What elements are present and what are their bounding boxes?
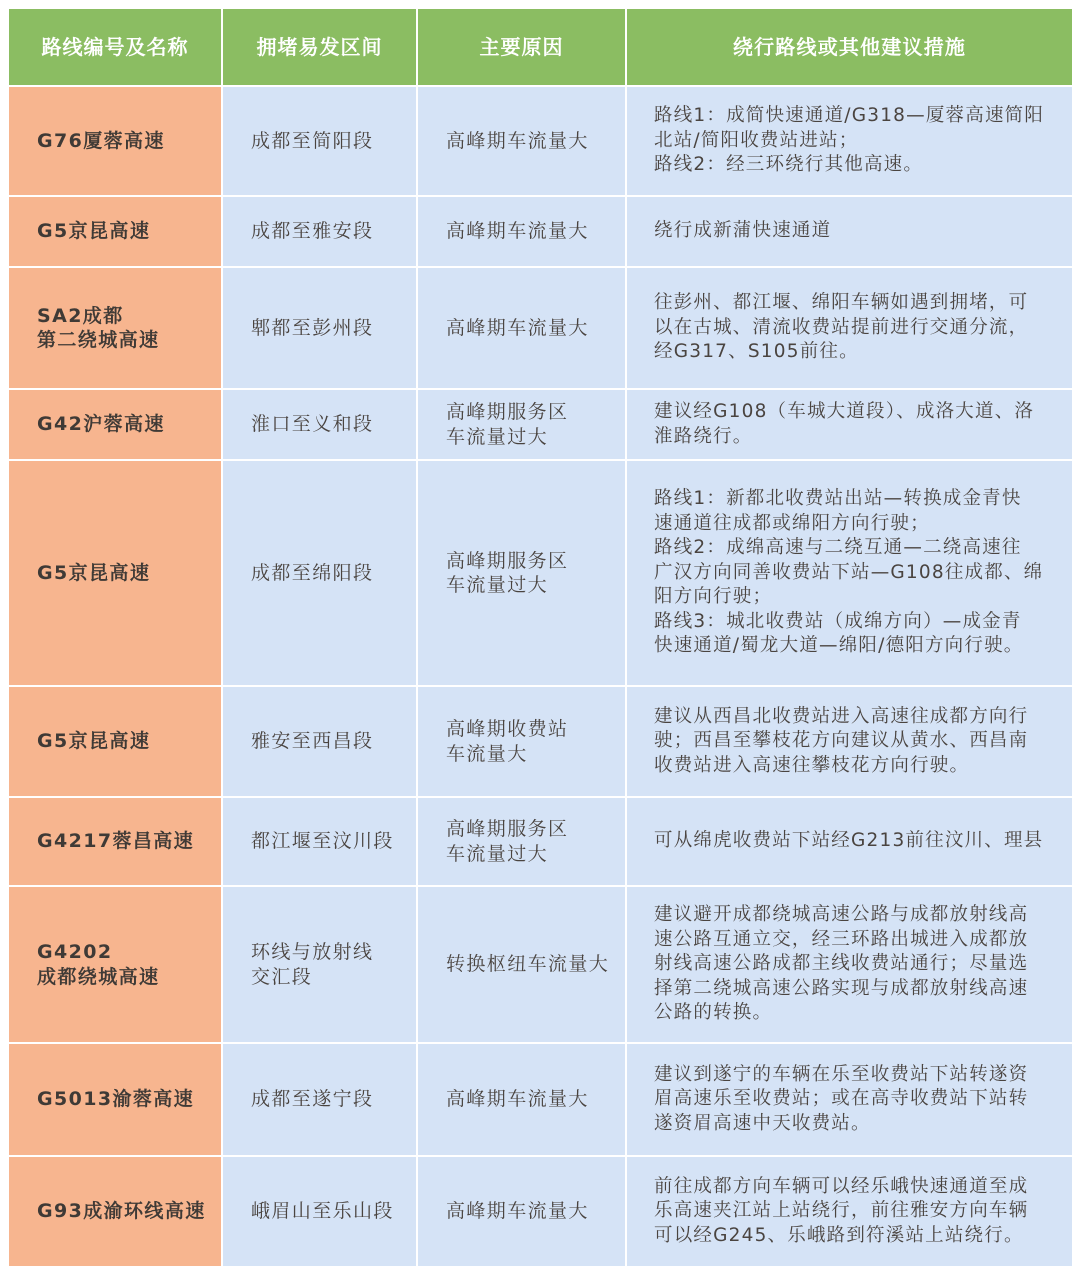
route-name-cell (9, 390, 221, 459)
main-reason-cell (418, 1044, 625, 1155)
main-reason: 高峰期车流量大 (446, 1200, 589, 1223)
header-route: 路线编号及名称 (9, 9, 221, 85)
route-name: G42沪蓉高速 (37, 413, 165, 436)
main-reason-cell (418, 197, 625, 266)
table-row (8, 390, 1072, 459)
congestion-section: 峨眉山至乐山段 (251, 1200, 394, 1223)
route-name-cell (9, 887, 221, 1042)
table-row (8, 197, 1072, 266)
table-row (8, 1157, 1072, 1266)
congestion-section: 环线与放射线 交汇段 (251, 941, 374, 988)
congestion-section: 郫都至彭州段 (251, 316, 374, 339)
congestion-section-cell (223, 197, 416, 266)
congestion-section-cell (223, 887, 416, 1042)
main-reason-cell (418, 1157, 625, 1266)
table-row (8, 461, 1072, 685)
route-name: G5京昆高速 (37, 730, 151, 753)
main-reason-cell (418, 687, 625, 796)
detour-suggestion-cell (627, 390, 1072, 459)
main-reason: 高峰期服务区 车流量过大 (446, 549, 569, 596)
route-name: G4217蓉昌高速 (37, 830, 195, 853)
main-reason: 高峰期车流量大 (446, 129, 589, 152)
detour-suggestion: 建议经G108（车城大道段）、成洛大道、洛 淮路绕行。 (654, 401, 1035, 447)
main-reason-cell (418, 461, 625, 685)
detour-suggestion-cell (627, 268, 1072, 388)
main-reason-cell (418, 87, 625, 195)
header-suggestion: 绕行路线或其他建议措施 (627, 9, 1072, 85)
route-name: G4202 成都绕城高速 (37, 941, 160, 988)
route-name-cell (9, 197, 221, 266)
table-row (8, 268, 1072, 388)
main-reason: 高峰期车流量大 (446, 220, 589, 243)
main-reason: 高峰期车流量大 (446, 1088, 589, 1111)
detour-suggestion-cell (627, 461, 1072, 685)
congestion-section-cell (223, 390, 416, 459)
route-name-cell (9, 687, 221, 796)
main-reason-cell (418, 268, 625, 388)
header-section: 拥堵易发区间 (223, 9, 416, 85)
detour-suggestion-cell (627, 87, 1072, 195)
route-name-cell (9, 1157, 221, 1266)
detour-suggestion: 建议到遂宁的车辆在乐至收费站下站转遂资 眉高速乐至收费站；或在高寺收费站下站转 遂资眉高速中天收费站。 (654, 1063, 1029, 1134)
detour-suggestion: 可从绵虎收费站下站经G213前往汶川、理县 (654, 830, 1044, 852)
route-name: SA2成都 第二绕城高速 (37, 304, 160, 351)
detour-suggestion: 路线1：新都北收费站出站—转换成金青快 速通道往成都或绵阳方向行驶； 路线2：成绵高速与二绕互通—二绕高速往 广汉方向同善收费站下站—G108往成都、绵 阳方向行驶； 路线3：城北收费站（成绵方向）—成金青 快速通道/蜀龙大道—绵阳/德阳方向行驶。 (654, 488, 1044, 657)
main-reason: 高峰期车流量大 (446, 316, 589, 339)
congestion-section: 成都至雅安段 (251, 220, 374, 243)
route-name: G93成渝环线高速 (37, 1200, 206, 1223)
detour-suggestion-cell (627, 1157, 1072, 1266)
congestion-section-cell (223, 1157, 416, 1266)
detour-suggestion: 前往成都方向车辆可以经乐峨快速通道至成 乐高速夹江站上站绕行，前往雅安方向车辆 可以经G245、乐峨路到符溪站上站绕行。 (654, 1175, 1029, 1246)
congestion-section: 雅安至西昌段 (251, 730, 374, 753)
detour-suggestion: 往彭州、都江堰、绵阳车辆如遇到拥堵，可 以在古城、清流收费站提前进行交通分流， 经G317、S105前往。 (654, 292, 1029, 363)
congestion-section-cell (223, 268, 416, 388)
congestion-section-cell (223, 687, 416, 796)
congestion-section: 成都至简阳段 (251, 129, 374, 152)
congestion-section-cell (223, 461, 416, 685)
detour-suggestion-cell (627, 798, 1072, 885)
route-name: G76厦蓉高速 (37, 129, 165, 152)
congestion-section-cell (223, 798, 416, 885)
table-row (8, 687, 1072, 796)
route-name: G5013渝蓉高速 (37, 1088, 195, 1111)
detour-suggestion: 路线1：成简快速通道/G318—厦蓉高速简阳 北站/简阳收费站进站； 路线2：经三环绕行其他高速。 (654, 105, 1045, 176)
detour-suggestion-cell (627, 197, 1072, 266)
main-reason: 高峰期服务区 车流量过大 (446, 818, 569, 865)
main-reason-cell (418, 390, 625, 459)
route-name: G5京昆高速 (37, 561, 151, 584)
table-header-row (8, 9, 1072, 85)
main-reason-cell (418, 798, 625, 885)
route-name-cell (9, 1044, 221, 1155)
route-name: G5京昆高速 (37, 220, 151, 243)
detour-suggestion: 绕行成新蒲快速通道 (654, 220, 832, 242)
main-reason: 高峰期收费站 车流量大 (446, 718, 569, 765)
congestion-section-cell (223, 87, 416, 195)
congestion-section: 都江堰至汶川段 (251, 830, 394, 853)
header-reason: 主要原因 (418, 9, 625, 85)
main-reason: 高峰期服务区 车流量过大 (446, 401, 569, 448)
route-name-cell (9, 461, 221, 685)
route-name-cell (9, 798, 221, 885)
route-name-cell (9, 87, 221, 195)
congestion-section-cell (223, 1044, 416, 1155)
main-reason-cell (418, 887, 625, 1042)
table-row (8, 887, 1072, 1042)
detour-suggestion: 建议避开成都绕城高速公路与成都放射线高 速公路互通立交，经三环路出城进入成都放 射线高速公路成都主线收费站通行；尽量选 择第二绕城高速公路实现与成都放射线高速 公路的转换。 (654, 904, 1029, 1024)
detour-suggestion-cell (627, 1044, 1072, 1155)
route-name-cell (9, 268, 221, 388)
congestion-section: 成都至遂宁段 (251, 1088, 374, 1111)
table-row (8, 1044, 1072, 1155)
congestion-section: 成都至绵阳段 (251, 561, 374, 584)
congestion-section: 淮口至义和段 (251, 413, 374, 436)
table-row (8, 798, 1072, 885)
detour-suggestion: 建议从西昌北收费站进入高速往成都方向行 驶；西昌至攀枝花方向建议从黄水、西昌南 收费站进入高速往攀枝花方向行驶。 (654, 705, 1029, 776)
route-table (8, 9, 1072, 1266)
detour-suggestion-cell (627, 687, 1072, 796)
table-row (8, 87, 1072, 195)
main-reason: 转换枢纽车流量大 (446, 953, 610, 976)
detour-suggestion-cell (627, 887, 1072, 1042)
